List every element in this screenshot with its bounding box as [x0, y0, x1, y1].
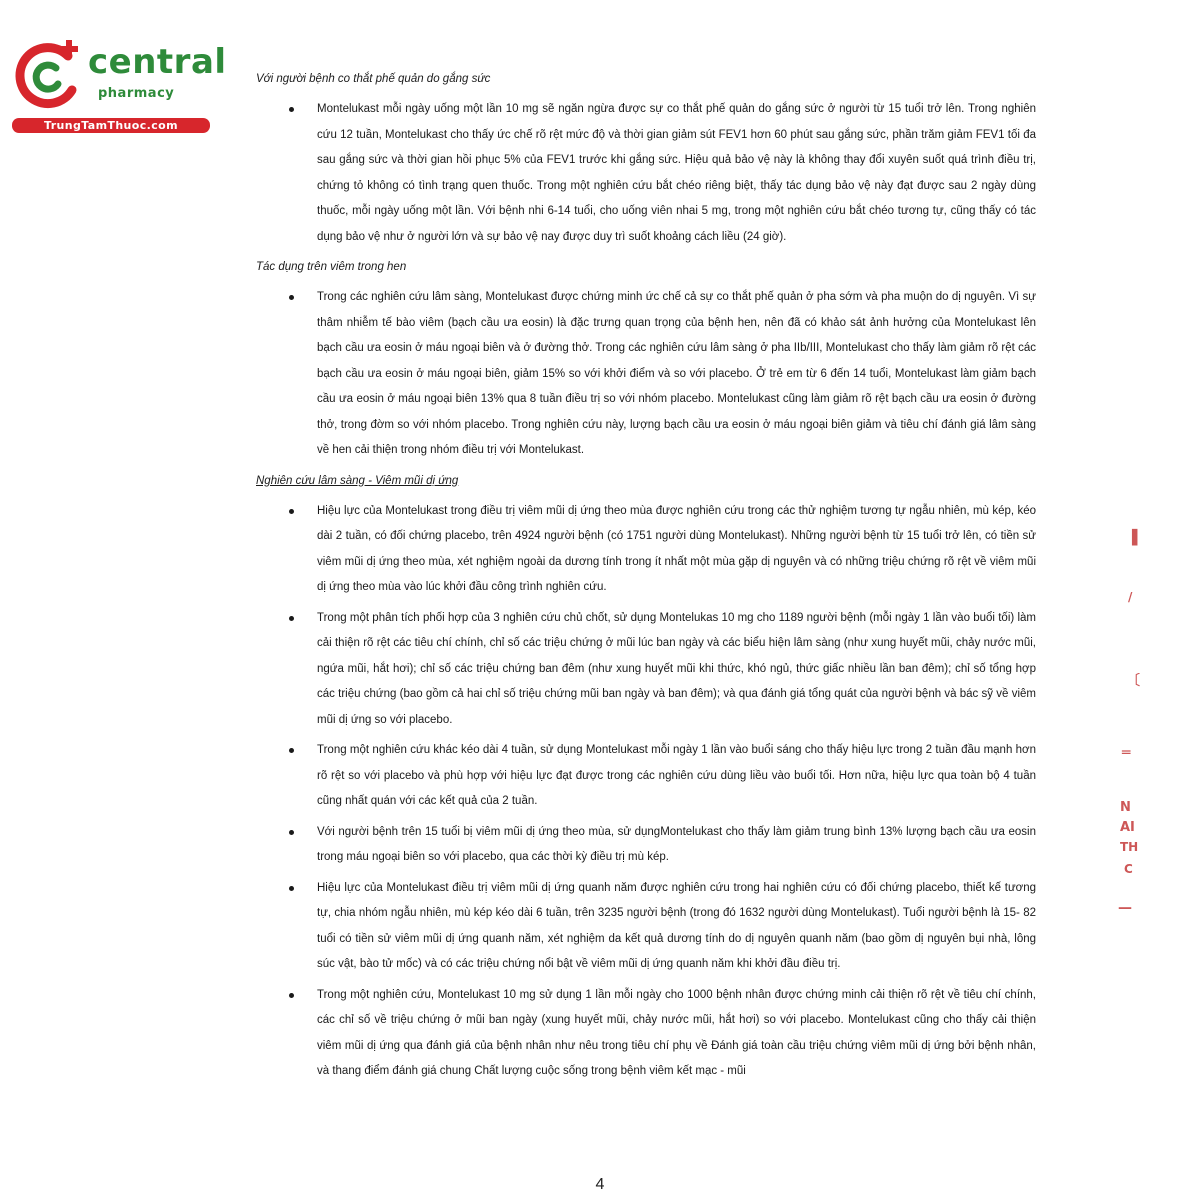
pharmacy-logo — [10, 38, 227, 138]
list-item: Trong một phân tích phối hợp của 3 nghiên cứu chủ chốt, sử dụng Montelukas 10 mg cho 1189 người bệnh (mỗi ngày 1 lần vào buổi tối) làm cải thiện rõ rệt các tiêu chí chính, chỉ số các triệu chứng ở mũi lúc ban ngày và các biểu hiện lâm sàng (như xung huyết mũi, chảy nước mũi, ngứa mũi, hắt hơi); chỉ số các triệu chứng ban đêm (như xung huyết mũi khi thức, khó ngủ, thức giấc nhiều lần ban đêm); chỉ số tổng hợp các triệu chứng (bao gồm cả hai chỉ số triệu chứng mũi ban ngày và ban đêm); và qua đánh giá tổng quát của người bệnh và bác sỹ về viêm mũi dị ứng so với placebo. — [256, 606, 1036, 734]
page-number: 4 — [595, 1176, 605, 1193]
section-heading: Tác dụng trên viêm trong hen — [256, 261, 407, 273]
bullet-list — [256, 285, 1036, 464]
list-item: Hiệu lực của Montelukast trong điều trị viêm mũi dị ứng theo mùa được nghiên cứu trong các thử nghiệm tương tự ngẫu nhiên, mù kép, kéo dài 2 tuần, có đối chứng placebo, trên 4924 người bệnh (có 1751 người dùng Montelukast). Những người bệnh từ 15 tuổi trở lên, có tiền sử viêm mũi dị ứng theo mùa, xét nghiệm ngoài da dương tính trong ít nhất một mùa gặp dị nguyên và có những triệu chứng rõ rệt về viêm mũi dị ứng theo mùa vào lúc khởi đầu công trình nghiên cứu. — [256, 499, 1036, 601]
list-item: Hiệu lực của Montelukast điều trị viêm mũi dị ứng quanh năm được nghiên cứu trong hai nghiên cứu có đối chứng placebo, thiết kế tương tự, chia nhóm ngẫu nhiên, mù kép kéo dài 6 tuần, trên 3235 người bệnh (trong đó 1632 người dùng Montelukast). Tuổi người bệnh là 15- 82 tuổi có tiền sử viêm mũi dị ứng quanh năm, xét nghiệm da kết quả dương tính do dị nguyên quanh năm (bao gồm dị nguyên bụi nhà, lông súc vật, bào tử mốc) và có các triệu chứng nổi bật về viêm mũi dị ứng quanh năm khi khởi đầu điều trị. — [256, 876, 1036, 978]
logo-mark-icon — [10, 38, 90, 118]
brand-subtitle: pharmacy — [98, 86, 175, 101]
bullet-list — [256, 97, 1036, 250]
section-heading: Nghiên cứu lâm sàng - Viêm mũi dị ứng — [256, 474, 459, 487]
bullet-list — [256, 499, 1036, 1085]
brand-name: central — [88, 42, 227, 82]
list-item: Trong các nghiên cứu lâm sàng, Montelukast được chứng minh ức chế cả sự co thắt phế quản ở pha sớm và pha muộn do dị nguyên. Vì sự thâm nhiễm tế bào viêm (bạch cầu ưa eosin) là đặc trưng quan trọng của bệnh hen, nên đã có khảo sát ảnh hưởng của Montelukast lên bạch cầu ưa eosin ở máu ngoại biên và ở đường thở. Trong các nghiên cứu lâm sàng ở pha IIb/III, Montelukast cho thấy làm giảm rõ rệt các bạch cầu ưa eosin ở máu ngoại biên, giảm 15% so với khởi điểm và so với placebo. Ở trẻ em từ 6 đến 14 tuổi, Montelukast làm giảm bạch cầu ưa eosin ở máu ngoại biên 13% qua 8 tuần điều trị so với nhóm placebo. Montelukast cũng làm giảm rõ rệt bạch cầu ưa eosin ở đường thở, trong đờm so với nhóm placebo. Trong nghiên cứu này, lượng bạch cầu ưa eosin ở máu ngoại biên giảm và tiêu chí đánh giá lâm sàng về hen cải thiện trong nhóm điều trị với Montelukast. — [256, 285, 1036, 464]
list-item: Trong một nghiên cứu khác kéo dài 4 tuần, sử dụng Montelukast mỗi ngày 1 lần vào buổi sáng cho thấy hiệu lực trong 2 tuần đầu mạnh hơn rõ rệt so với placebo và phù hợp với hiệu lực đạt được trong các nghiên cứu dùng liều vào buổi tối. Hơn nữa, hiệu lực qua toàn bộ 4 tuần cũng nhất quán với các kết quả của 2 tuần. — [256, 738, 1036, 815]
list-item: Montelukast mỗi ngày uống một lần 10 mg sẽ ngăn ngừa được sự co thắt phế quản do gắng sức ở người từ 15 tuổi trở lên. Trong nghiên cứu 12 tuần, Montelukast cho thấy ức chế rõ rệt mức độ và thời gian giảm sút FEV1 hơn 60 phút sau gắng sức, phần trăm giảm FEV1 tối đa sau gắng sức và thời gian hồi phục 5% của FEV1 trước khi gắng sức. Hiệu quả bảo vệ này là không thay đổi xuyên suốt quá trình điều trị, chứng tỏ không có tình trạng quen thuốc. Trong một nghiên cứu bắt chéo riêng biệt, thấy tác dụng bảo vệ này đạt được sau 2 ngày dùng thuốc, mỗi ngày uống một lần. Với bệnh nhi 6-14 tuổi, cho uống viên nhai 5 mg, trong một nghiên cứu bắt chéo tương tự, cũng thấy có tác dụng bảo vệ như ở người lớn và sự bảo vệ nay được duy trì suốt khoảng cách liều (24 giờ). — [256, 97, 1036, 250]
list-item: Với người bệnh trên 15 tuổi bị viêm mũi dị ứng theo mùa, sử dụngMontelukast cho thấy làm giảm trung bình 13% lượng bạch cầu ưa eosin trong máu ngoại biên so với placebo, qua các thời kỳ điều trị mù kép. — [256, 820, 1036, 871]
list-item: Trong một nghiên cứu, Montelukast 10 mg sử dụng 1 lần mỗi ngày cho 1000 bệnh nhân được chứng minh cải thiện rõ rệt về tiêu chí chính, các chỉ số về triệu chứng ở mũi ban ngày (xung huyết mũi, chảy nước mũi, hắt hơi) so với placebo. Montelukast cũng cho thấy cải thiện viêm mũi dị ứng qua đánh giá của bệnh nhân như nêu trong tiêu chí phụ về Đánh giá toàn cầu triệu chứng viêm mũi dị ứng bởi bệnh nhân, và thang điểm đánh giá chung Chất lượng cuộc sống trong bệnh viêm kết mạc - mũi — [256, 983, 1036, 1085]
document-body — [256, 70, 1036, 1085]
section-heading: Với người bệnh co thắt phế quản do gắng sức — [256, 73, 491, 85]
stamp-fragment: ▌ / 〔 ═ N AI TH C — — [1118, 530, 1143, 916]
brand-site: TrungTamThuoc.com — [12, 118, 210, 133]
